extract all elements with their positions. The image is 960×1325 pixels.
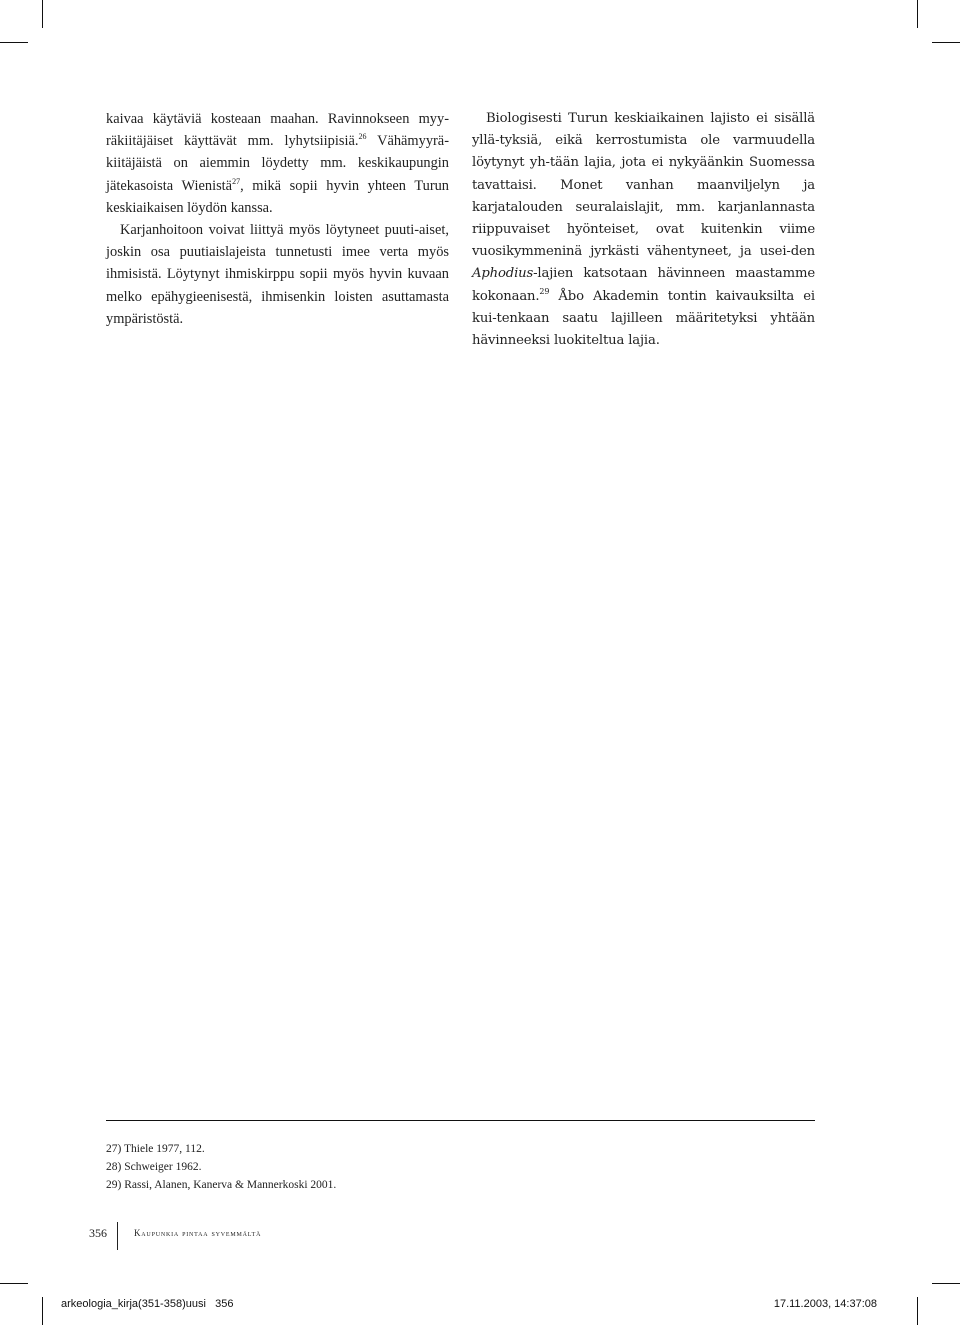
crop-mark xyxy=(42,0,43,28)
footnote: 27) Thiele 1977, 112. xyxy=(106,1143,205,1155)
slug-filename: arkeologia_kirja(351-358)uusi 356 xyxy=(61,1298,234,1310)
paragraph: Karjanhoitoon voivat liittyä myös löytyneet puuti-aiset, joskin osa puutiaislajeista tunnetusti imee verta myös ihmisistä. Löytynyt ihmiskirppu sopii myös hyvin kuvaan melko epähygieenisestä, ihmisenkin loisten asuttamasta ympäristöstä. xyxy=(106,222,449,327)
left-column xyxy=(106,108,449,330)
paragraph-text: , mikä sopii hyvin yhteen Turun keskiaikaisen löydön kanssa. xyxy=(106,177,450,216)
crop-mark xyxy=(917,1297,918,1325)
slug-timestamp: 17.11.2003, 14:37:08 xyxy=(773,1298,877,1310)
footnote: 28) Schweiger 1962. xyxy=(106,1161,202,1173)
crop-mark xyxy=(0,1283,28,1284)
footnote-ref: 26 xyxy=(358,132,367,142)
crop-mark xyxy=(932,42,960,43)
right-column xyxy=(472,108,815,352)
crop-mark xyxy=(0,42,28,43)
page-number: 356 xyxy=(89,1226,107,1240)
paragraph xyxy=(106,108,449,219)
paragraph-text: Vähämyyrä-kiitäjäistä on aiemmin löydetty mm. keskikaupungin jätekasoista Wienistä xyxy=(106,133,449,194)
footnote-ref: 27 xyxy=(232,176,241,186)
footnotes xyxy=(106,1140,606,1194)
paragraph xyxy=(472,108,815,352)
crop-mark xyxy=(932,1283,960,1284)
paragraph-text: -lajien katsotaan hävinneen maastamme kokonaan. xyxy=(472,266,815,304)
paragraph-text: Biologisesti Turun keskiaikainen lajisto ei sisällä yllä-tyksiä, eikä kerrostumista ole varmuudella löytynyt yh-tään lajia, jota ei nykyäänkin Suomessa tavattaisi. Monet vanhan maanviljelyn ja karjatalouden seuralaislajit, mm. karjanlannasta riippuvaiset hyönteiset, ovat kuitenkin viime vuosikymmeninä jyrkästi vähentyneet, ja usei-den xyxy=(472,111,815,260)
crop-mark xyxy=(42,1297,43,1325)
footnote: 29) Rassi, Alanen, Kanerva & Mannerkoski 2001. xyxy=(106,1179,337,1191)
species-name: Aphodius xyxy=(472,266,534,282)
footnote-divider xyxy=(106,1120,815,1121)
folio-divider xyxy=(117,1222,118,1250)
paragraph-text: kaivaa käytäviä kosteaan maahan. Ravinnokseen myy-räkiitäjäiset käyttävät mm. lyhytsiipisiä. xyxy=(106,111,449,150)
paragraph-text: Åbo Akademin tontin kaivauksilta ei kui-tenkaan saatu lajilleen määritetyksi yhtään hävinneeksi luokiteltua lajia. xyxy=(472,288,815,349)
running-head: Kaupunkia pintaa syvemmältä xyxy=(134,1228,262,1238)
footnote-ref: 29 xyxy=(539,286,550,296)
crop-mark xyxy=(917,0,918,28)
